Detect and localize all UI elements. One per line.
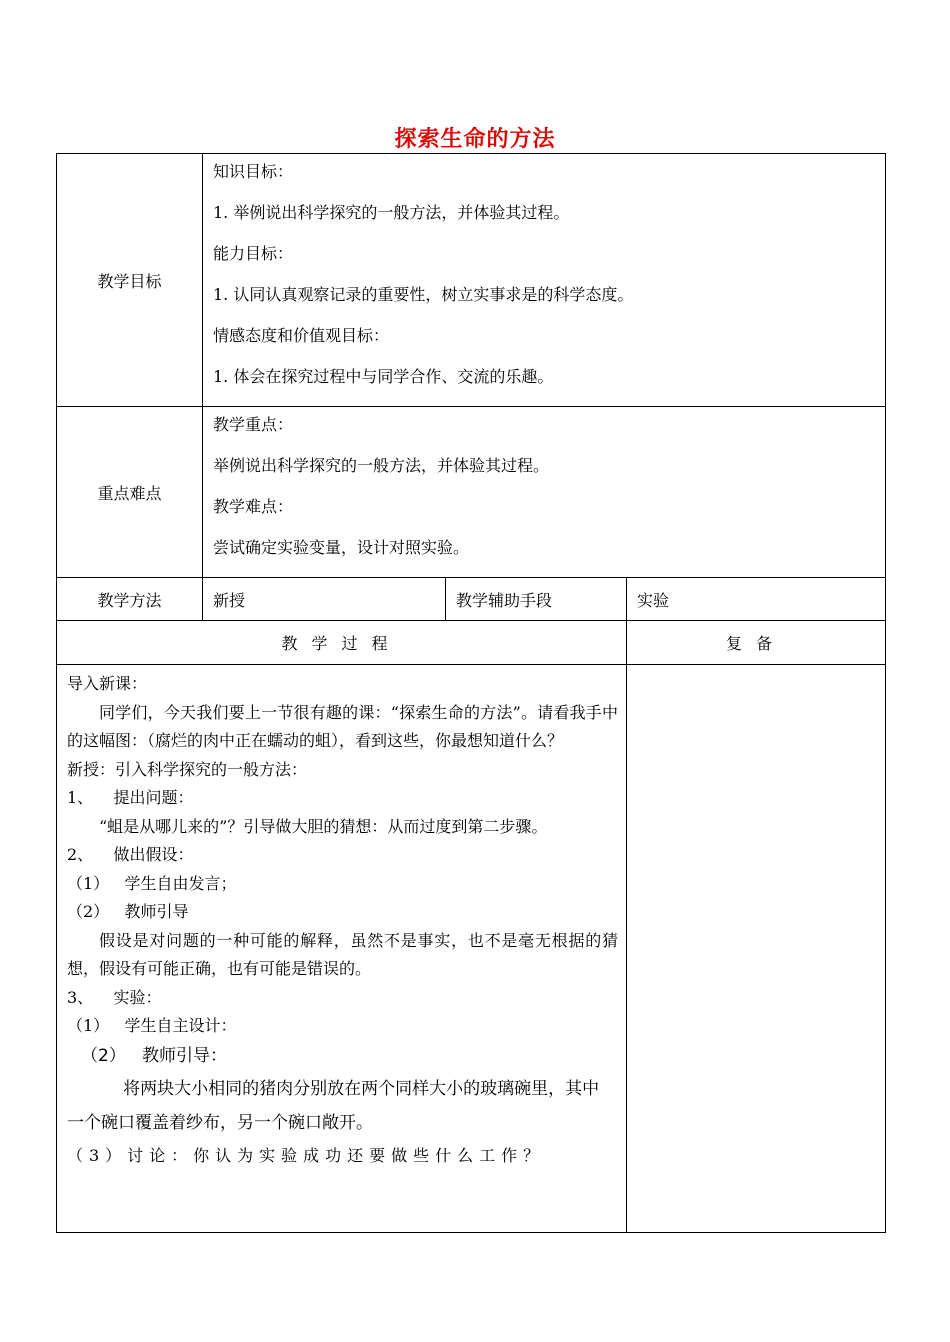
aid-value: 实验 xyxy=(627,578,886,621)
objective-line: 1. 体会在探究过程中与同学合作、交流的乐趣。 xyxy=(213,367,554,386)
method-label: 教学方法 xyxy=(57,578,203,621)
key-point-line: 尝试确定实验变量，设计对照实验。 xyxy=(213,538,470,557)
process-content xyxy=(57,665,627,1233)
process-paragraph: （1） 学生自主设计： xyxy=(67,1016,237,1035)
process-paragraph: 假设是对问题的一种可能的解释，虽然不是事实，也不是毫无根据的猜想，假设有可能正确，也有可能是错误的。 xyxy=(67,930,618,978)
objectives-content xyxy=(203,154,886,407)
review-notes-cell xyxy=(627,665,886,1233)
process-paragraph: （3）讨论：你认为实验成功还要做些什么工作？ xyxy=(67,1145,546,1165)
objective-line: 知识目标： xyxy=(213,162,294,181)
process-paragraph: 新授：引入科学探究的一般方法： xyxy=(67,759,308,779)
key-points-row xyxy=(57,407,886,578)
key-point-line: 教学重点： xyxy=(213,415,294,434)
objective-line: 情感态度和价值观目标： xyxy=(213,326,390,345)
objective-line: 能力目标： xyxy=(213,244,294,263)
objective-line: 1. 认同认真观察记录的重要性，树立实事求是的科学态度。 xyxy=(213,285,634,304)
objective-line: 1. 举例说出科学探究的一般方法，并体验其过程。 xyxy=(213,203,570,222)
objectives-label: 教学目标 xyxy=(57,154,203,407)
key-points-content xyxy=(203,407,886,578)
method-value: 新授 xyxy=(203,578,446,621)
lesson-plan-table xyxy=(56,153,886,1233)
aid-label: 教学辅助手段 xyxy=(446,578,627,621)
process-paragraph: 2、 做出假设： xyxy=(67,845,194,864)
key-point-line: 举例说出科学探究的一般方法，并体验其过程。 xyxy=(213,456,550,475)
method-row xyxy=(57,578,886,621)
scanned-text-block xyxy=(67,1041,618,1140)
process-paragraph: （2） 教师引导 xyxy=(67,902,189,921)
review-header: 复备 xyxy=(627,621,886,665)
process-header-row xyxy=(57,621,886,665)
process-paragraph: （2） 教师引导： xyxy=(81,1045,228,1066)
objectives-row xyxy=(57,154,886,407)
key-points-label: 重点难点 xyxy=(57,407,203,578)
process-paragraph: 1、 提出问题： xyxy=(67,788,194,807)
process-paragraph: 导入新课： xyxy=(67,674,148,693)
process-paragraph: 3、 实验： xyxy=(67,987,162,1007)
process-paragraph: “蛆是从哪儿来的”？引导做大胆的猜想：从而过度到第二步骤。 xyxy=(99,816,548,836)
page-title: 探索生命的方法 xyxy=(394,126,556,152)
process-paragraph: （1） 学生自由发言； xyxy=(67,873,237,893)
process-row xyxy=(57,665,886,1233)
process-paragraph: 同学们，今天我们要上一节很有趣的课：“探索生命的方法”。请看我手中的这幅图：（腐烂的肉中正在蠕动的蛆），看到这些，你最想知道什么？ xyxy=(67,702,618,750)
key-point-line: 教学难点： xyxy=(213,497,294,516)
process-header: 教学过程 xyxy=(57,621,627,665)
process-paragraph: 将两块大小相同的猪肉分别放在两个同样大小的玻璃碗里，其中一个碗口覆盖着纱布，另一个碗口敞开。 xyxy=(67,1078,600,1133)
